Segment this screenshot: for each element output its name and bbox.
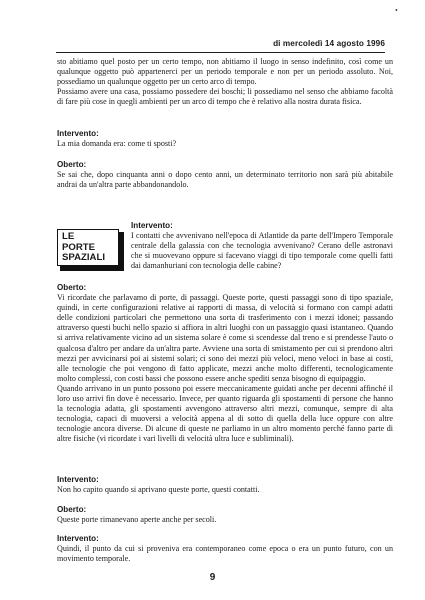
exchange-1	[57, 129, 393, 149]
paragraph: La mia domanda era: come ti sposti?	[57, 139, 177, 149]
paragraph: Queste porte rimanevano aperte anche per secoli.	[57, 515, 217, 525]
exchange-3	[57, 475, 393, 495]
exchange-4	[57, 505, 393, 525]
speaker-label: Oberto:	[57, 505, 87, 514]
paragraph: Non ho capito quando si aprivano queste porte, questi contatti.	[57, 485, 260, 495]
page-header	[56, 40, 385, 53]
paragraph: Vi ricordate che parlavamo di porte, di passaggi. Queste porte, questi passaggi sono di tipo spaziale, quindi, in certe configurazioni relative ai rapporti di massa, di velocità si formano con campi adatti delle condizioni particolari che permettono una sorta di trasferimento con i mezzi idonei; passando attraverso questi buchi nello spazio si affiora in altri luoghi con un passaggio quasi istantaneo. Quando si arriva relativamente vicino ad un sistema solare è come si scendesse dal treno e si prendesse l'auto o qualcosa d'altro per andare da un'altra parte. Avviene una sorta di smistamento per cui si prendono altri mezzi per avvicinarsi poi ai sistemi solari; ci sono dei mezzi più veloci, meno veloci in base ai costi, alle tecnologie che poi vengono di fatto applicate, mezzi anche molto differenti, tecnologicamente molto complessi, con costi bassi che possono essere anche spediti senza bisogno di equipaggio.	[57, 293, 393, 383]
section-title-line: PORTE	[62, 241, 96, 253]
paragraph: Quando arrivano in un punto possono poi essere meccanicamente guidati anche per decenni affinché il loro uso arrivi fin dove è necessario. Invece, per quanto riguarda gli spostamenti di persone che hanno la tecnologia adatta, gli spostamenti avvengono attraverso altri mezzi, comunque, sempre di alta tecnologia, capaci di muoversi a velocità appena al di sotto di quella della luce oppure con altre tecnologie ancora diverse. Di alcune di queste ne parliamo in un altro momento perché fanno parte di altre fisiche (vi ricordate i vari livelli di velocità ultra luce e subliminali).	[57, 383, 393, 444]
speaker-label: Intervento:	[131, 221, 173, 230]
speaker-label: Oberto:	[57, 160, 87, 169]
speaker-label: Oberto:	[57, 283, 87, 292]
speaker-label: Intervento:	[57, 534, 99, 543]
speaker-label: Intervento:	[57, 129, 99, 138]
paragraph: I contatti che avvenivano nell'epoca di Atlantide da parte dell'Impero Temporale centrale della galassia con che tecnologia avvenivano? Cerano delle astronavi che si muovevano oppure si facevano viaggi di tipo temporale come quelli fatti dai damanhuriani con tecnologia delle cabine?	[131, 231, 393, 271]
section-title-line: LE	[62, 231, 75, 242]
speaker-label: Intervento:	[57, 475, 99, 484]
section-title	[57, 229, 119, 266]
paragraph: Possiamo avere una casa, possiamo possedere dei boschi; li possediamo nel senso che abbiamo facoltà di fare più cose in quegli ambienti per un arco di tempo che è relativo alla nostra durata fisica.	[57, 87, 393, 107]
section-title-box	[57, 229, 124, 271]
exchange-1-reply	[57, 160, 393, 190]
paragraph: sto abitiamo quel posto per un certo tempo, non abitiamo il luogo in senso indefinito, così come un qualunque oggetto può appartenerci per un periodo temporale e non per un periodo assoluto. Noi, possediamo un qualunque oggetto per un certo arco di tempo.	[57, 57, 393, 87]
paragraph: Se sai che, dopo cinquanta anni o dopo cento anni, un determinato territorio non sarà più abitabile andrai da un'altra parte abbandonandolo.	[57, 170, 393, 190]
section-title-line: SPAZIALI	[62, 252, 105, 263]
exchange-5	[57, 534, 393, 564]
scan-mark: •	[395, 6, 398, 15]
intro-section	[57, 57, 393, 107]
header-date: di mercoledì 14 agosto 1996	[273, 39, 385, 48]
page-number: 9	[209, 572, 216, 583]
oberto-answer	[57, 283, 393, 445]
exchange-2	[131, 221, 393, 271]
paragraph: Quindi, il punto da cui si proveniva era contemporaneo come epoca o era un punto futuro, con un movimento temporale.	[57, 544, 393, 564]
